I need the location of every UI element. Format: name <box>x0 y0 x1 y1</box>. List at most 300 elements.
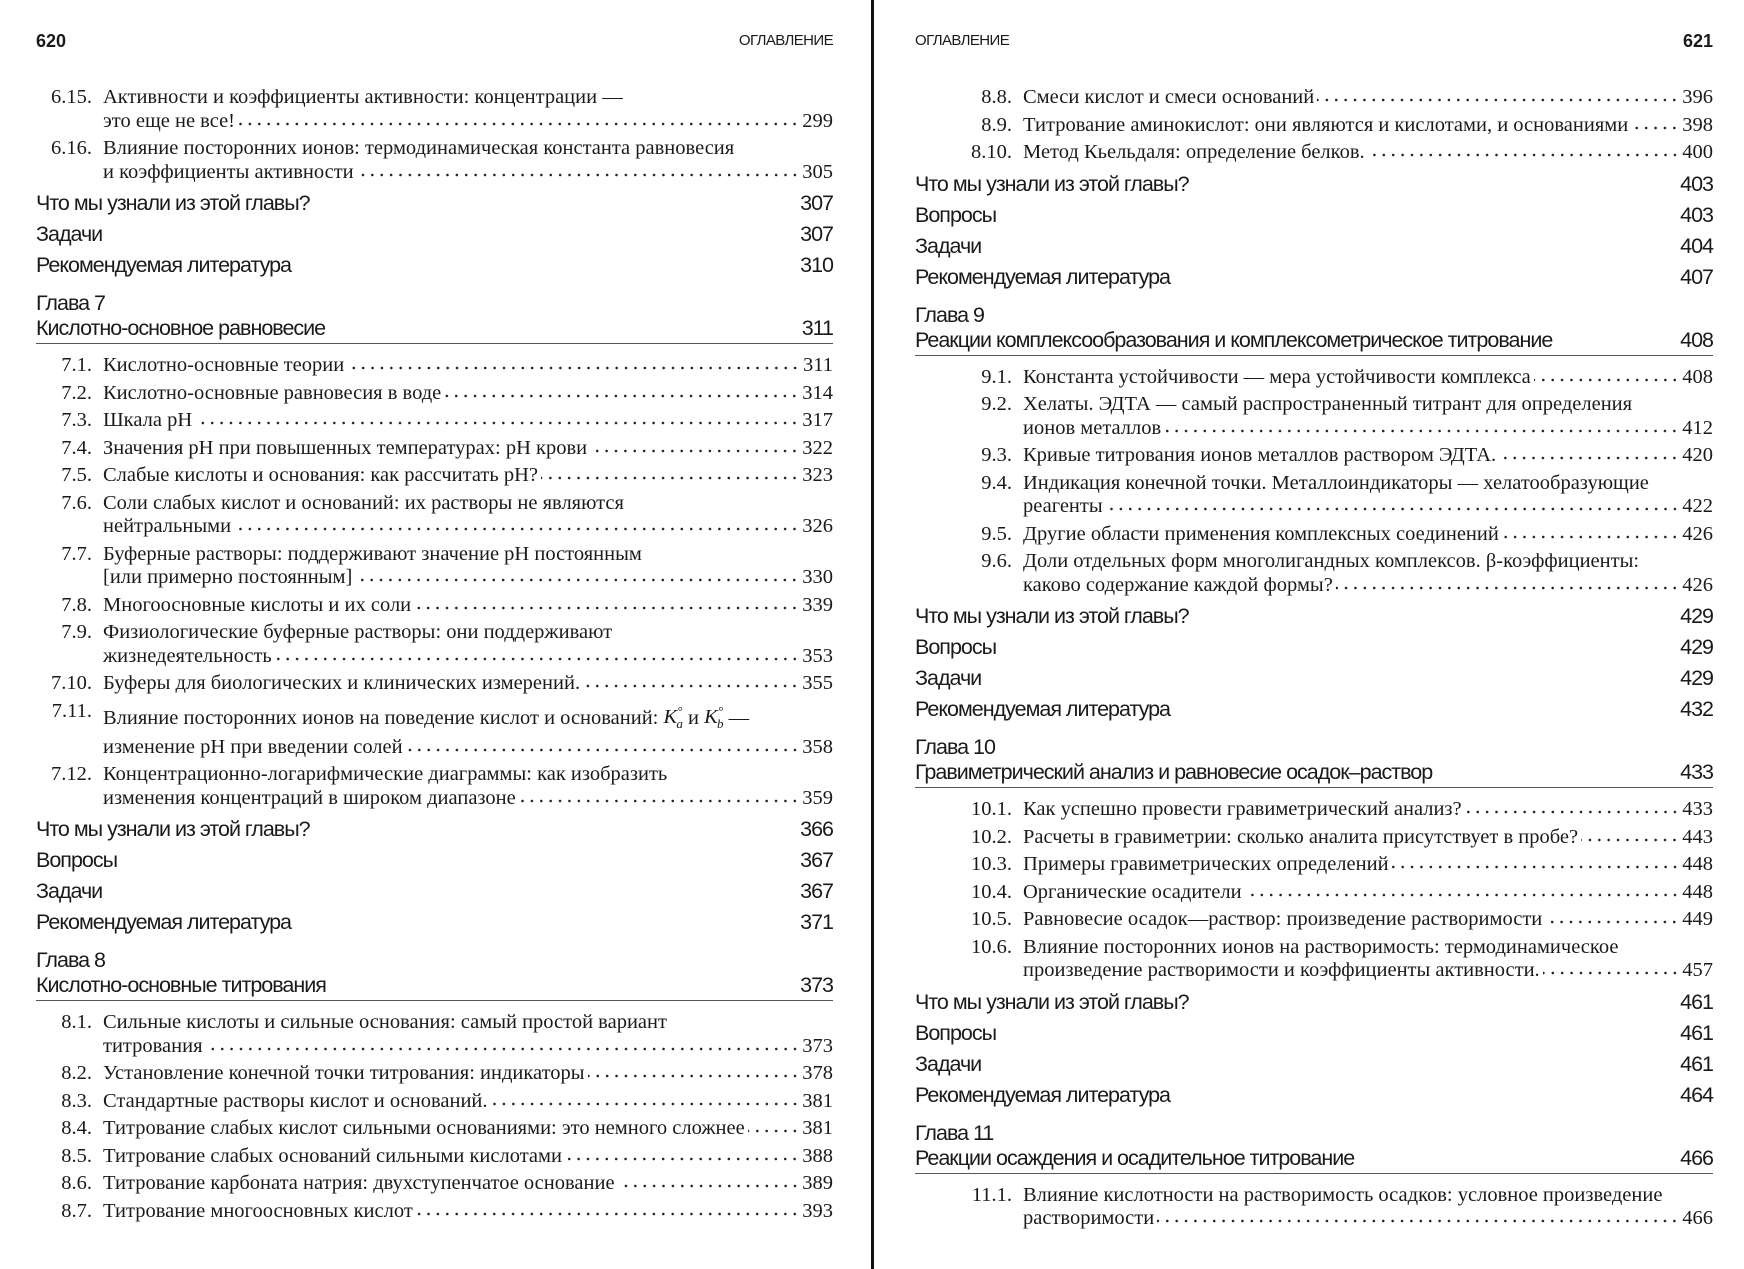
dot-leader <box>590 449 799 453</box>
summary-page: 307 <box>800 191 833 215</box>
section-number: 7.5. <box>61 464 92 486</box>
entry-text: Титрование слабых оснований сильными кислотами <box>103 1144 562 1167</box>
entry-text: Кислотно-основные теории <box>103 354 345 376</box>
section-number: 6.16. <box>51 137 92 159</box>
section-number: 9.1. <box>981 365 1012 388</box>
dot-leader <box>1465 810 1680 814</box>
entry-line <box>1023 86 1713 110</box>
dot-leader <box>1336 586 1679 590</box>
entry-line <box>103 621 833 645</box>
summary-page: 407 <box>1680 264 1713 289</box>
summary-label: Задачи <box>915 1051 982 1076</box>
dot-leader <box>1157 1219 1679 1223</box>
entry-body <box>1023 936 1713 983</box>
entry-body <box>1023 908 1713 932</box>
toc-entry[interactable] <box>915 826 1713 850</box>
toc-entry[interactable] <box>36 621 833 668</box>
toc-entry[interactable] <box>36 354 833 378</box>
entry-line <box>103 594 833 618</box>
dot-leader <box>1245 893 1680 897</box>
section-number: 7.1. <box>61 354 92 376</box>
entry-text: каково содержание каждой формы? <box>1023 573 1333 596</box>
entry-text: Примеры гравиметрических определений <box>1023 853 1389 875</box>
text-segment: и <box>682 706 705 729</box>
entry-line <box>1023 417 1713 441</box>
entry-body <box>1023 1184 1713 1231</box>
entry-line <box>103 736 833 760</box>
toc-entry[interactable] <box>36 464 833 488</box>
entry-page: 448 <box>1682 880 1713 903</box>
toc-entry[interactable] <box>915 444 1713 468</box>
toc-summary-item[interactable] <box>36 907 833 938</box>
entry-line <box>1023 444 1713 468</box>
summary-label: Что мы узнали из этой главы? <box>36 191 310 215</box>
entry-text: титрования <box>103 1034 203 1057</box>
entry-page: 398 <box>1682 113 1713 136</box>
toc-entry[interactable] <box>915 86 1713 110</box>
entry-page: 353 <box>802 644 833 667</box>
entry-line <box>103 763 833 787</box>
summary-page: 371 <box>800 910 833 935</box>
entry-page: 433 <box>1682 798 1713 820</box>
entry-text: Органические осадители <box>1023 880 1242 903</box>
dot-leader <box>1368 153 1680 157</box>
section-number: 10.4. <box>971 880 1012 903</box>
toc-entry[interactable] <box>36 1062 833 1086</box>
chapter-title: Реакции осаждения и осадительное титрование <box>915 1145 1355 1170</box>
running-title: ОГЛАВЛЕНИЕ <box>915 32 1010 49</box>
entry-line <box>103 672 833 696</box>
entry-line <box>103 1145 833 1169</box>
entry-line <box>1023 1207 1713 1231</box>
toc-entry[interactable] <box>36 700 833 760</box>
toc-entry[interactable] <box>36 763 833 810</box>
toc-entry[interactable] <box>915 472 1713 519</box>
entry-text: Влияние посторонних ионов: термодинамическая константа равновесия <box>103 137 735 159</box>
entry-text: Стандартные растворы кислот и оснований. <box>103 1089 488 1112</box>
chapter-heading[interactable] <box>36 948 833 1001</box>
entry-body <box>103 1062 833 1086</box>
summary-page: 429 <box>1680 635 1713 659</box>
toc-entry[interactable] <box>915 366 1713 390</box>
toc-entry[interactable] <box>36 1172 833 1196</box>
toc-entry[interactable] <box>915 908 1713 932</box>
summary-label: Что мы узнали из этой главы? <box>915 989 1189 1014</box>
entry-body <box>103 354 833 378</box>
toc-entry[interactable] <box>915 853 1713 877</box>
toc-summary-item[interactable] <box>915 1018 1713 1049</box>
entry-page: 326 <box>802 515 833 537</box>
entry-line <box>1023 523 1713 547</box>
summary-page: 464 <box>1680 1082 1713 1107</box>
entry-line <box>1023 826 1713 850</box>
entry-line <box>103 86 833 110</box>
entry-line <box>103 464 833 488</box>
chapter-heading[interactable] <box>36 291 833 344</box>
toc-entry[interactable] <box>915 881 1713 905</box>
page-gutter-divider <box>871 0 874 1269</box>
entry-page: 426 <box>1682 522 1713 545</box>
dot-leader <box>1545 920 1679 924</box>
summary-page: 403 <box>1680 202 1713 227</box>
dot-leader <box>416 1212 799 1216</box>
chapter-page: 373 <box>800 973 833 998</box>
entry-line <box>103 543 833 567</box>
entry-body <box>103 86 833 133</box>
section-number: 7.6. <box>61 491 92 514</box>
entry-body <box>103 672 833 696</box>
entry-page: 443 <box>1682 825 1713 848</box>
section-number: 10.2. <box>971 825 1012 848</box>
entry-body <box>1023 853 1713 877</box>
entry-line <box>1023 574 1713 598</box>
dot-leader <box>618 1184 800 1188</box>
dot-leader <box>519 799 800 803</box>
running-header <box>915 0 1713 86</box>
summary-page: 367 <box>800 879 833 904</box>
summary-page: 461 <box>1680 989 1713 1014</box>
summary-page: 429 <box>1680 604 1713 628</box>
dot-leader <box>541 476 799 480</box>
summary-label: Вопросы <box>915 202 997 227</box>
summary-page: 404 <box>1680 233 1713 258</box>
entry-body <box>103 594 833 618</box>
entry-page: 448 <box>1682 853 1713 875</box>
entry-text: Кислотно-основные равновесия в воде <box>103 381 442 404</box>
toc-entry[interactable] <box>915 141 1713 165</box>
entry-line <box>1023 550 1713 574</box>
dot-leader <box>1106 507 1680 511</box>
entry-body <box>1023 550 1713 597</box>
entry-page: 412 <box>1682 416 1713 439</box>
entry-line <box>103 645 833 669</box>
entry-page: 355 <box>802 672 833 694</box>
toc-entry[interactable] <box>915 798 1713 822</box>
entry-line <box>103 1062 833 1086</box>
entry-body <box>103 1011 833 1058</box>
entry-line <box>103 492 833 516</box>
toc-summary-item[interactable] <box>36 188 833 219</box>
entry-body <box>103 437 833 461</box>
toc-summary-item[interactable] <box>36 250 833 281</box>
summary-page: 367 <box>800 848 833 873</box>
entry-page: 393 <box>802 1199 833 1222</box>
summary-label: Задачи <box>36 879 103 904</box>
entry-line <box>103 110 833 134</box>
toc-summary-item[interactable] <box>915 987 1713 1018</box>
entry-body <box>1023 444 1713 468</box>
math-base: K <box>663 706 678 729</box>
entry-line <box>1023 393 1713 417</box>
section-number: 8.10. <box>971 141 1012 163</box>
chapter-heading[interactable] <box>915 303 1713 356</box>
dot-leader <box>588 1074 800 1078</box>
dot-leader <box>275 657 799 661</box>
section-number: 10.6. <box>971 935 1012 958</box>
dot-leader <box>444 394 799 398</box>
entry-text: нейтральными <box>103 515 232 537</box>
entry-body <box>1023 86 1713 110</box>
section-number: 9.5. <box>981 522 1012 545</box>
entry-page: 388 <box>802 1144 833 1167</box>
entry-page: 330 <box>802 566 833 588</box>
entry-page: 457 <box>1682 959 1713 981</box>
entry-text: Многоосновные кислоты и их соли <box>103 593 412 616</box>
entry-text: Буферы для биологических и клинических измерений. <box>103 672 581 694</box>
entry-text: Кривые титрования ионов металлов раствором ЭДТА. <box>1023 444 1497 466</box>
entry-line <box>1023 936 1713 960</box>
section-number: 8.3. <box>61 1089 92 1112</box>
entry-line <box>103 409 833 433</box>
chapter-label: Глава 8 <box>36 948 106 973</box>
dot-leader <box>748 1129 800 1133</box>
chapter-title-row <box>915 1146 1713 1174</box>
entry-body <box>103 1200 833 1224</box>
toc-entry[interactable] <box>36 382 833 406</box>
chapter-title: Реакции комплексообразования и комплексометрическое титрование <box>915 327 1553 352</box>
summary-page: 403 <box>1680 171 1713 196</box>
entry-body <box>1023 393 1713 440</box>
entry-text: Буферные растворы: поддерживают значение pH постоянным <box>103 542 642 565</box>
toc-entry[interactable] <box>915 550 1713 597</box>
entry-text: [или примерно постоянным] <box>103 566 353 588</box>
summary-label: Вопросы <box>915 635 997 659</box>
entry-text: Доли отдельных форм многолигандных комплексов. β-коэффициенты: <box>1023 550 1640 572</box>
toc-entry[interactable] <box>36 437 833 461</box>
section-number: 7.7. <box>61 542 92 565</box>
dot-leader <box>347 366 800 370</box>
entry-body <box>103 492 833 539</box>
section-number: 10.3. <box>971 853 1012 875</box>
chapter-page: 433 <box>1680 760 1713 784</box>
math-subscript: b <box>717 716 724 732</box>
toc-summary-item[interactable] <box>915 169 1713 200</box>
entry-body <box>1023 366 1713 390</box>
section-number: 10.5. <box>971 908 1012 930</box>
entry-page: 339 <box>802 593 833 616</box>
entry-line <box>1023 853 1713 877</box>
entry-line <box>1023 472 1713 496</box>
dot-leader <box>238 122 799 126</box>
section-number: 9.4. <box>981 471 1012 494</box>
math-superscript: ° <box>677 703 683 719</box>
entry-text: Влияние кислотности на растворимость осадков: условное произведение <box>1023 1183 1663 1206</box>
toc-summary-item[interactable] <box>915 663 1713 694</box>
toc-summary-item[interactable] <box>915 1080 1713 1111</box>
toc-entry[interactable] <box>915 936 1713 983</box>
running-title: ОГЛАВЛЕНИЕ <box>738 32 833 49</box>
section-number: 11.1. <box>971 1183 1012 1206</box>
toc-entry[interactable] <box>36 1011 833 1058</box>
entry-text: Хелаты. ЭДТА — самый распространенный титрант для определения <box>1023 393 1633 415</box>
entry-text: Титрование аминокислот: они являются и кислотами, и основаниями <box>1023 113 1629 136</box>
dot-leader <box>195 421 799 425</box>
section-number: 8.9. <box>981 113 1012 136</box>
toc-summary-item[interactable] <box>915 231 1713 262</box>
dot-leader <box>1502 535 1679 539</box>
entry-text: Соли слабых кислот и оснований: их растворы не являются <box>103 491 624 514</box>
dot-leader <box>1534 378 1679 382</box>
entry-text: жизнедеятельность <box>103 644 272 667</box>
toc-entry[interactable] <box>36 1117 833 1141</box>
dot-leader <box>406 748 800 752</box>
toc-summary-item[interactable] <box>915 632 1713 663</box>
entry-body <box>103 1090 833 1114</box>
toc-list <box>915 86 1713 1231</box>
toc-summary-item[interactable] <box>915 200 1713 231</box>
summary-page: 432 <box>1680 697 1713 721</box>
entry-page: 426 <box>1682 573 1713 596</box>
summary-page: 429 <box>1680 666 1713 690</box>
section-number: 7.8. <box>61 593 92 616</box>
entry-line <box>103 1172 833 1196</box>
entry-body <box>1023 472 1713 519</box>
toc-entry[interactable] <box>36 409 833 433</box>
summary-label: Рекомендуемая литература <box>915 1082 1171 1107</box>
dot-leader <box>1499 456 1679 460</box>
toc-summary-item[interactable] <box>915 262 1713 293</box>
dot-leader <box>357 173 800 177</box>
summary-label: Что мы узнали из этой главы? <box>36 817 310 842</box>
text-segment: Влияние посторонних ионов на поведение кислот и оснований: <box>103 706 664 729</box>
entry-body <box>103 137 833 184</box>
chapter-title: Гравиметрический анализ и равновесие осадок–раствор <box>915 760 1433 784</box>
toc-entry[interactable] <box>36 1090 833 1114</box>
toc-entry[interactable] <box>915 523 1713 547</box>
chapter-page: 311 <box>801 316 833 340</box>
toc-entry[interactable] <box>36 137 833 184</box>
summary-label: Рекомендуемая литература <box>915 697 1171 721</box>
toc-summary-item[interactable] <box>915 601 1713 632</box>
toc-entry[interactable] <box>36 1200 833 1224</box>
summary-label: Что мы узнали из этой главы? <box>915 171 1189 196</box>
entry-line <box>103 515 833 539</box>
summary-label: Задачи <box>915 666 982 690</box>
toc-entry[interactable] <box>36 1145 833 1169</box>
chapter-heading[interactable] <box>915 1121 1713 1174</box>
toc-summary-item[interactable] <box>36 845 833 876</box>
chapter-heading[interactable] <box>915 735 1713 788</box>
entry-page: 323 <box>802 464 833 486</box>
math-subscript: a <box>676 716 683 732</box>
toc-summary-item[interactable] <box>36 219 833 250</box>
dot-leader <box>1392 865 1680 869</box>
entry-text: Влияние посторонних ионов на растворимость: термодинамическое <box>1023 935 1619 958</box>
summary-label: Что мы узнали из этой главы? <box>915 604 1189 628</box>
entry-body <box>1023 798 1713 822</box>
entry-body <box>103 700 833 760</box>
entry-text: Значения pH при повышенных температурах: pH крови <box>103 436 588 459</box>
dot-leader <box>1581 838 1679 842</box>
entry-body <box>103 621 833 668</box>
section-number: 8.2. <box>61 1062 92 1085</box>
entry-line <box>1023 798 1713 822</box>
section-number: 8.4. <box>61 1117 92 1140</box>
entry-page: 359 <box>802 786 833 809</box>
entry-body <box>1023 881 1713 905</box>
dot-leader <box>1164 429 1679 433</box>
entry-body <box>1023 523 1713 547</box>
toc-entry[interactable] <box>36 492 833 539</box>
entry-page: 373 <box>802 1034 833 1057</box>
toc-summary-item[interactable] <box>915 694 1713 725</box>
dot-leader <box>414 606 799 610</box>
chapter-title-row <box>36 973 833 1001</box>
section-number: 9.6. <box>981 550 1012 572</box>
summary-label: Задачи <box>36 222 103 246</box>
page-number: 620 <box>36 31 67 51</box>
entry-text: Титрование слабых кислот сильными основаниями: это немного сложнее <box>103 1117 745 1140</box>
dot-leader <box>565 1157 799 1161</box>
dot-leader <box>1631 126 1679 130</box>
section-number: 9.3. <box>981 444 1012 466</box>
entry-line <box>103 137 833 161</box>
entry-text: Равновесие осадок—раствор: произведение растворимости <box>1023 908 1543 930</box>
summary-label: Вопросы <box>36 848 118 873</box>
entry-line <box>103 1200 833 1224</box>
toc-entry[interactable] <box>915 1184 1713 1231</box>
toc-entry[interactable] <box>36 86 833 133</box>
toc-entry[interactable] <box>36 672 833 696</box>
entry-text: Расчеты в гравиметрии: сколько аналита присутствует в пробе? <box>1023 825 1579 848</box>
entry-text: Установление конечной точки титрования: индикаторы <box>103 1062 585 1085</box>
entry-body <box>1023 141 1713 165</box>
entry-page: 305 <box>802 160 833 183</box>
entry-page: 381 <box>802 1117 833 1140</box>
toc-summary-item[interactable] <box>36 876 833 907</box>
entry-page: 396 <box>1682 86 1713 108</box>
section-number: 8.7. <box>61 1199 92 1222</box>
summary-label: Задачи <box>915 233 982 258</box>
section-number: 7.11. <box>51 699 92 722</box>
entry-text: Как успешно провести гравиметрический анализ? <box>1023 798 1462 820</box>
entry-body <box>103 382 833 406</box>
chapter-title-row <box>36 316 833 344</box>
section-number: 8.1. <box>61 1011 92 1034</box>
toc-entry[interactable] <box>36 543 833 590</box>
entry-line <box>1023 881 1713 905</box>
toc-entry[interactable] <box>915 393 1713 440</box>
dot-leader <box>583 684 799 688</box>
entry-line <box>103 566 833 590</box>
dot-leader <box>234 527 799 531</box>
math-superscript: ° <box>717 703 724 719</box>
math-symbol <box>704 703 724 732</box>
dot-leader <box>206 1047 800 1051</box>
toc-entry[interactable] <box>915 114 1713 138</box>
dot-leader <box>1317 98 1679 102</box>
entry-text: ионов металлов <box>1023 416 1162 439</box>
entry-text: это еще не все! <box>103 109 235 132</box>
summary-label: Рекомендуемая литература <box>36 910 292 935</box>
entry-line <box>103 1035 833 1059</box>
entry-line <box>1023 114 1713 138</box>
entry-line <box>1023 141 1713 165</box>
entry-body <box>1023 114 1713 138</box>
toc-summary-item[interactable] <box>915 1049 1713 1080</box>
toc-summary-item[interactable] <box>36 814 833 845</box>
entry-line <box>1023 1184 1713 1208</box>
entry-body <box>103 763 833 810</box>
chapter-title: Кислотно-основное равновесие <box>36 316 326 340</box>
summary-page: 310 <box>800 253 833 277</box>
summary-label: Рекомендуемая литература <box>36 253 292 277</box>
section-number: 8.6. <box>61 1172 92 1195</box>
summary-label: Вопросы <box>915 1020 997 1045</box>
entry-text: Индикация конечной точки. Металлоиндикаторы — хелатообразующие <box>1023 471 1649 494</box>
entry-line <box>103 787 833 811</box>
toc-entry[interactable] <box>36 594 833 618</box>
